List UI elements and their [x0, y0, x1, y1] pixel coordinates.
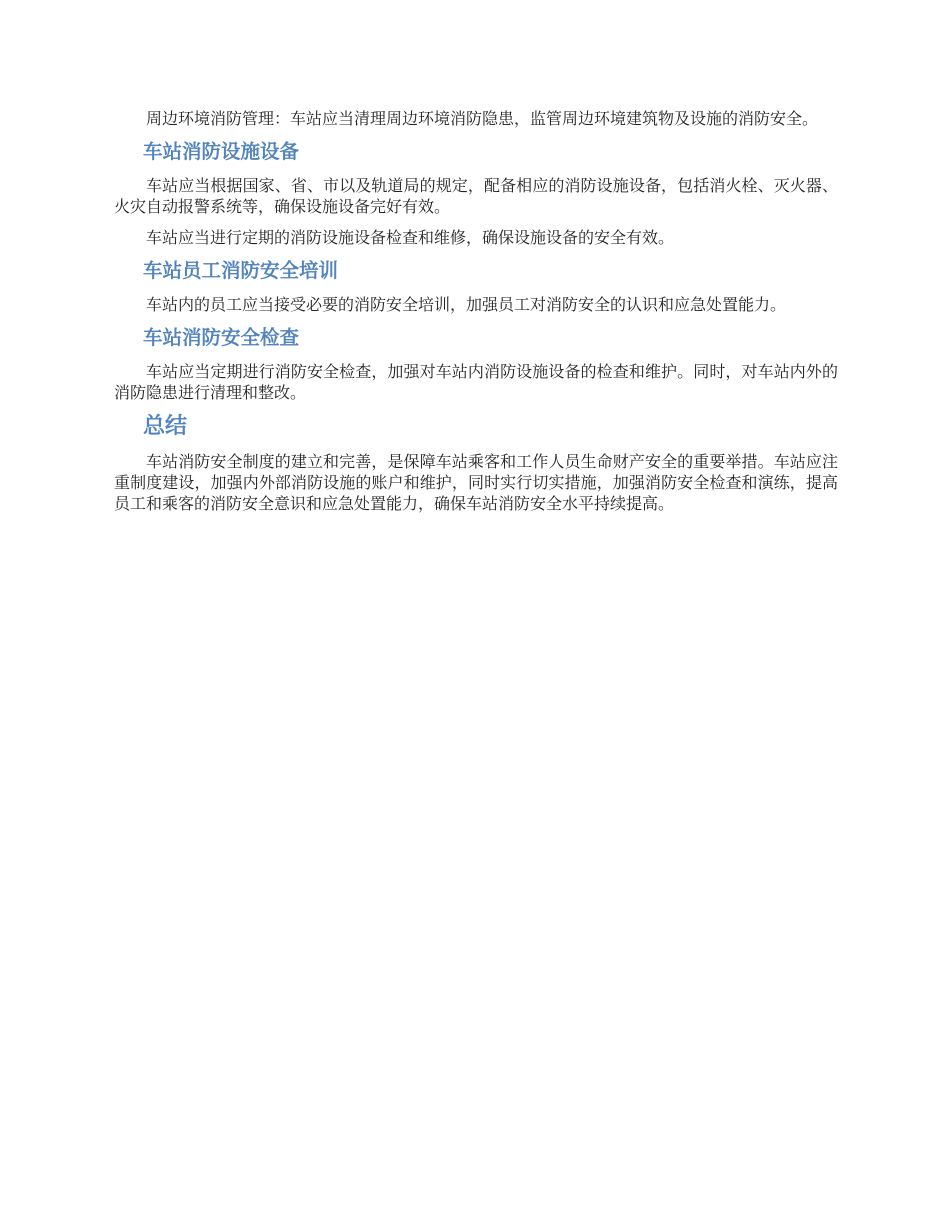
section-facilities-paragraph-2: 车站应当进行定期的消防设施设备检查和维修，确保设施设备的安全有效。 [146, 228, 675, 247]
section-heading-training: 车站员工消防安全培训 [143, 259, 339, 282]
section-heading-summary: 总结 [143, 414, 188, 439]
section-heading-inspection: 车站消防安全检查 [143, 326, 300, 349]
section-heading-facilities: 车站消防设施设备 [143, 140, 300, 163]
section-facilities-paragraph-1: 车站应当根据国家、省、市以及轨道局的规定，配备相应的消防设施设备，包括消火栓、灭火器、火灾自动报警系统等，确保设施设备完好有效。 [114, 176, 838, 216]
document-body [114, 108, 838, 524]
section-training-paragraph-1: 车站内的员工应当接受必要的消防安全培训，加强员工对消防安全的认识和应急处置能力。 [146, 295, 787, 314]
section-summary-paragraph-1: 车站消防安全制度的建立和完善，是保障车站乘客和工作人员生命财产安全的重要举措。车站应注重制度建设，加强内外部消防设施的账户和维护，同时实行切实措施，加强消防安全检查和演练，提高员工和乘客的消防安全意识和应急处置能力，确保车站消防安全水平持续提高。 [114, 452, 838, 513]
intro-paragraph: 周边环境消防管理：车站应当清理周边环境消防隐患，监管周边环境建筑物及设施的消防安全。 [146, 109, 819, 128]
section-inspection-paragraph-1: 车站应当定期进行消防安全检查，加强对车站内消防设施设备的检查和维护。同时，对车站内外的消防隐患进行清理和整改。 [114, 362, 838, 402]
